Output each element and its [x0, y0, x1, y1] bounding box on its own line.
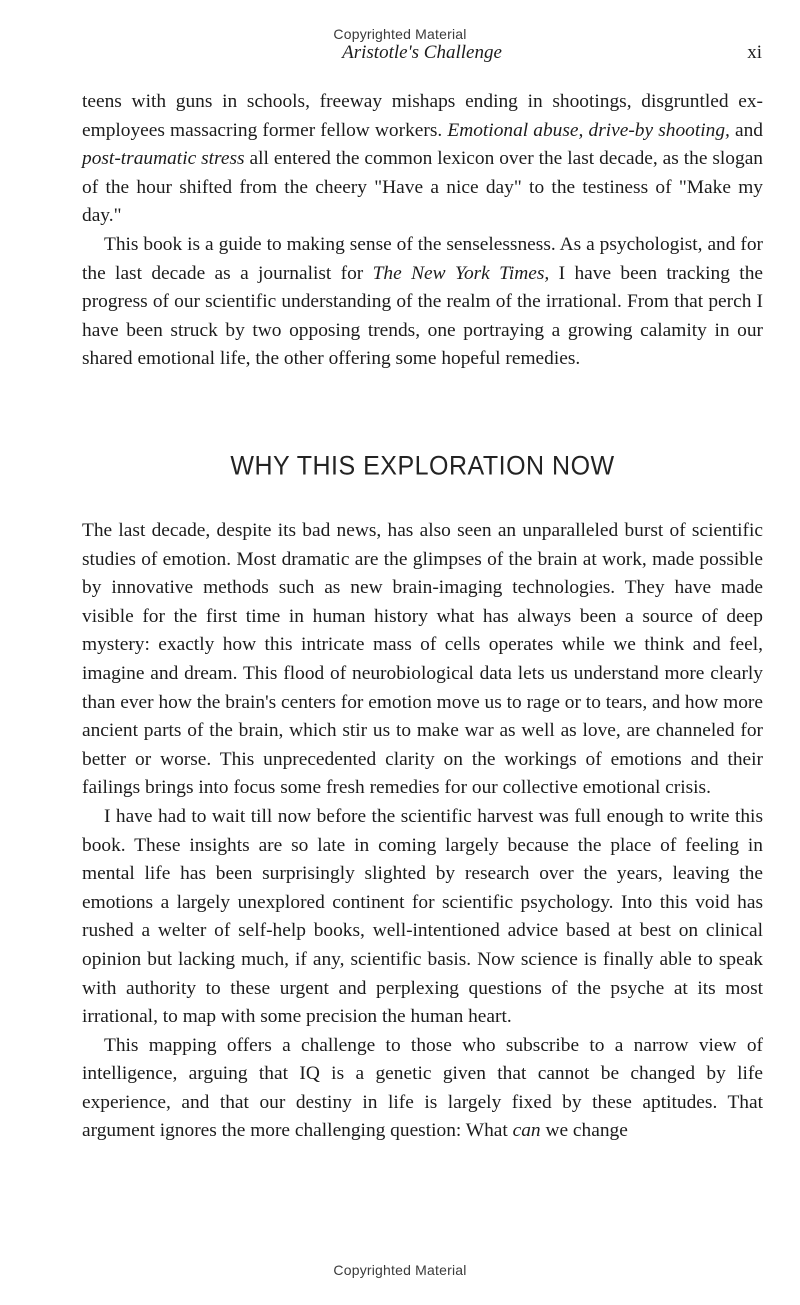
text-run: we change [540, 1120, 628, 1142]
italic-run: The New York Times, [372, 262, 550, 284]
italic-run: Emotional abuse, drive-by shooting, [447, 119, 730, 141]
text-run: This mapping offers a challenge to those who subscribe to a narrow view of intelligence, arguing that IQ is a genetic given that cannot be changed by life experience, and that our destiny in life is largely fixed by these aptitudes. That argument ignores the more challenging question: What [82, 1034, 763, 1142]
italic-run: post-traumatic stress [82, 148, 245, 170]
copyright-notice-top: Copyrighted Material [333, 26, 467, 42]
paragraph [82, 88, 763, 231]
page-number: xi [747, 42, 762, 63]
paragraph: The last decade, despite its bad news, has also seen an unparalleled burst of scientific studies of emotion. Most dramatic are the glimpses of the brain at work, made possible by innovative methods such as new brain-imaging technologies. They have made visible for the first time in human history what has always been a source of deep mystery: exactly how this intricate mass of cells operates while we think and feel, imagine and dream. This flood of neurobiological data lets us understand more clearly than ever how the brain's centers for emotion move us to rage or to tears, and how more ancient parts of the brain, which stir us to make war as well as love, are channeled for better or worse. This unprecedented clarity on the workings of emotions and their failings brings into focus some fresh remedies for our collective emotional crisis. [82, 520, 763, 799]
paragraph: I have had to wait till now before the scientific harvest was full enough to write this book. These insights are so late in coming largely because the place of feeling in mental life has been surprisingly slighted by research over the years, leaving the emotions a largely unexplored continent for scientific psychology. Into this void has rushed a welter of self-help books, well-intentioned advice based at best on clinical opinion but lacking much, if any, scientific basis. Now science is finally able to speak with authority to these urgent and perplexing questions of the psyche at its most irrational, to map with some precision the human heart. [82, 805, 763, 1028]
paragraph [82, 1032, 763, 1146]
section-heading: WHY THIS EXPLORATION NOW [230, 450, 615, 482]
text-run: all entered the common lexicon over the last decade, as the slogan of the hour shifted from the cheery "Have a nice day" to the testiness of "Make my day." [82, 148, 763, 227]
running-head [82, 42, 762, 68]
text-run: I have been tracking the progress of our scientific understanding of the realm of the irrational. From that perch I have been struck by two opposing trends, one portraying a growing calamity in our shared emotional life, the other offering some hopeful remedies. [82, 262, 763, 370]
italic-run: can [512, 1120, 541, 1142]
text-run: and [729, 119, 763, 141]
intro-text [82, 88, 763, 374]
text-run: This book is a guide to making sense of the senselessness. As a psychologist, and for the last decade as a journalist for [82, 233, 763, 284]
copyright-notice-bottom: Copyrighted Material [333, 1262, 467, 1278]
section-text [82, 517, 763, 1146]
running-title: Aristotle's Challenge [342, 42, 502, 63]
text-run: teens with guns in schools, freeway mishaps ending in shootings, disgruntled ex-employees massacring former fellow workers. [82, 91, 763, 141]
paragraph [82, 231, 763, 374]
